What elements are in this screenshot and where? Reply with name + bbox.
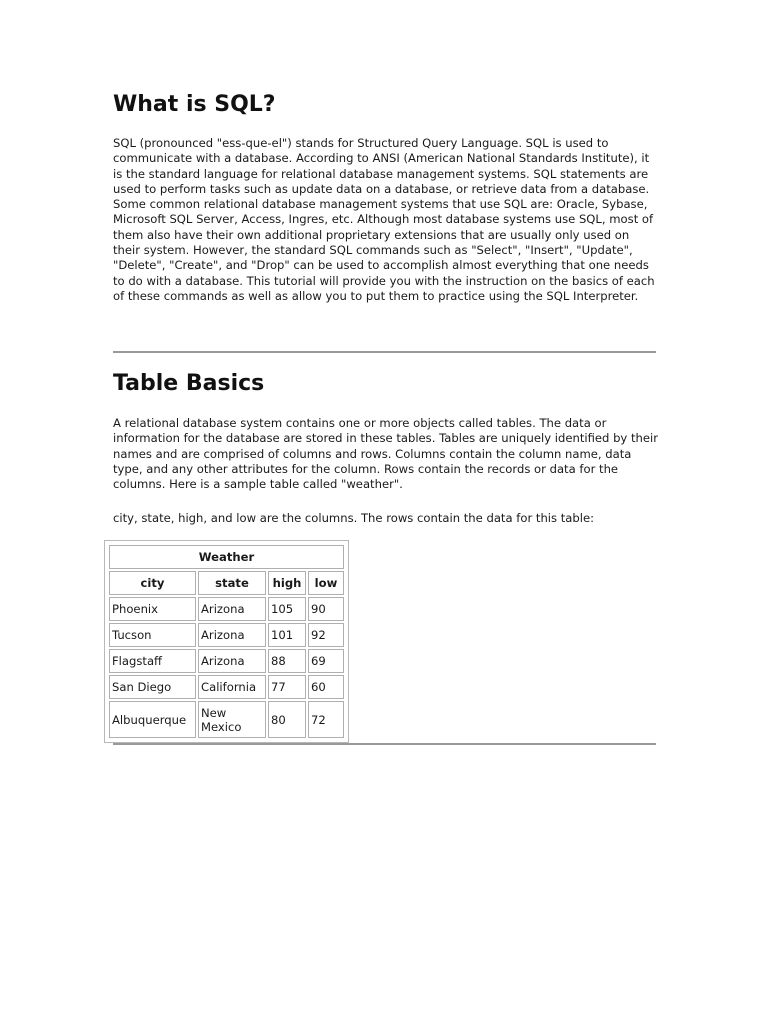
cell-state: California xyxy=(198,675,266,699)
column-header-state: state xyxy=(198,571,266,595)
section-divider xyxy=(113,743,656,745)
cell-low: 92 xyxy=(308,623,344,647)
paragraph-columns-note: city, state, high, and low are the columns. The rows contain the data for this table: xyxy=(113,511,595,525)
table-caption: Weather xyxy=(109,545,344,569)
cell-state: Arizona xyxy=(198,649,266,673)
cell-low: 90 xyxy=(308,597,344,621)
cell-high: 80 xyxy=(268,701,306,738)
heading-what-is-sql: What is SQL? xyxy=(113,92,276,117)
section-divider xyxy=(113,351,656,353)
cell-city: Tucson xyxy=(109,623,196,647)
weather-table xyxy=(107,543,346,740)
cell-state: New Mexico xyxy=(198,701,266,738)
table-row xyxy=(109,623,344,647)
heading-table-basics: Table Basics xyxy=(113,371,265,396)
table-row xyxy=(109,675,344,699)
cell-high: 77 xyxy=(268,675,306,699)
paragraph-table-basics: A relational database system contains one or more objects called tables. The data or information for the database are stored in these tables. Tables are uniquely identified by their names and are comprised of columns and rows. Columns contain the column name, data type, and any other attributes for the column. Rows contain the records or data for the columns. Here is a sample table called "weather". xyxy=(113,416,658,492)
cell-city: San Diego xyxy=(109,675,196,699)
column-header-city: city xyxy=(109,571,196,595)
cell-low: 72 xyxy=(308,701,344,738)
cell-high: 101 xyxy=(268,623,306,647)
cell-low: 69 xyxy=(308,649,344,673)
table-row xyxy=(109,597,344,621)
column-header-low: low xyxy=(308,571,344,595)
cell-city: Albuquerque xyxy=(109,701,196,738)
table-row xyxy=(109,701,344,738)
table-row xyxy=(109,649,344,673)
cell-high: 88 xyxy=(268,649,306,673)
cell-city: Flagstaff xyxy=(109,649,196,673)
cell-city: Phoenix xyxy=(109,597,196,621)
column-header-high: high xyxy=(268,571,306,595)
cell-high: 105 xyxy=(268,597,306,621)
weather-table-frame xyxy=(104,540,349,743)
table-caption-row xyxy=(109,545,344,569)
cell-low: 60 xyxy=(308,675,344,699)
cell-state: Arizona xyxy=(198,623,266,647)
paragraph-what-is-sql: SQL (pronounced "ess-que-el") stands for Structured Query Language. SQL is used to communicate with a database. According to ANSI (American National Standards Institute), it is the standard language for relational database management systems. SQL statements are used to perform tasks such as update data on a database, or retrieve data from a database. Some common relational database management systems that use SQL are: Oracle, Sybase, Microsoft SQL Server, Access, Ingres, etc. Although most database systems use SQL, most of them also have their own additional proprietary extensions that are usually only used on their system. However, the standard SQL commands such as "Select", "Insert", "Update", "Delete", "Create", and "Drop" can be used to accomplish almost everything that one needs to do with a database. This tutorial will provide you with the instruction on the basics of each of these commands as well as allow you to put them to practice using the SQL Interpreter. xyxy=(113,136,655,303)
cell-state: Arizona xyxy=(198,597,266,621)
table-header-row xyxy=(109,571,344,595)
